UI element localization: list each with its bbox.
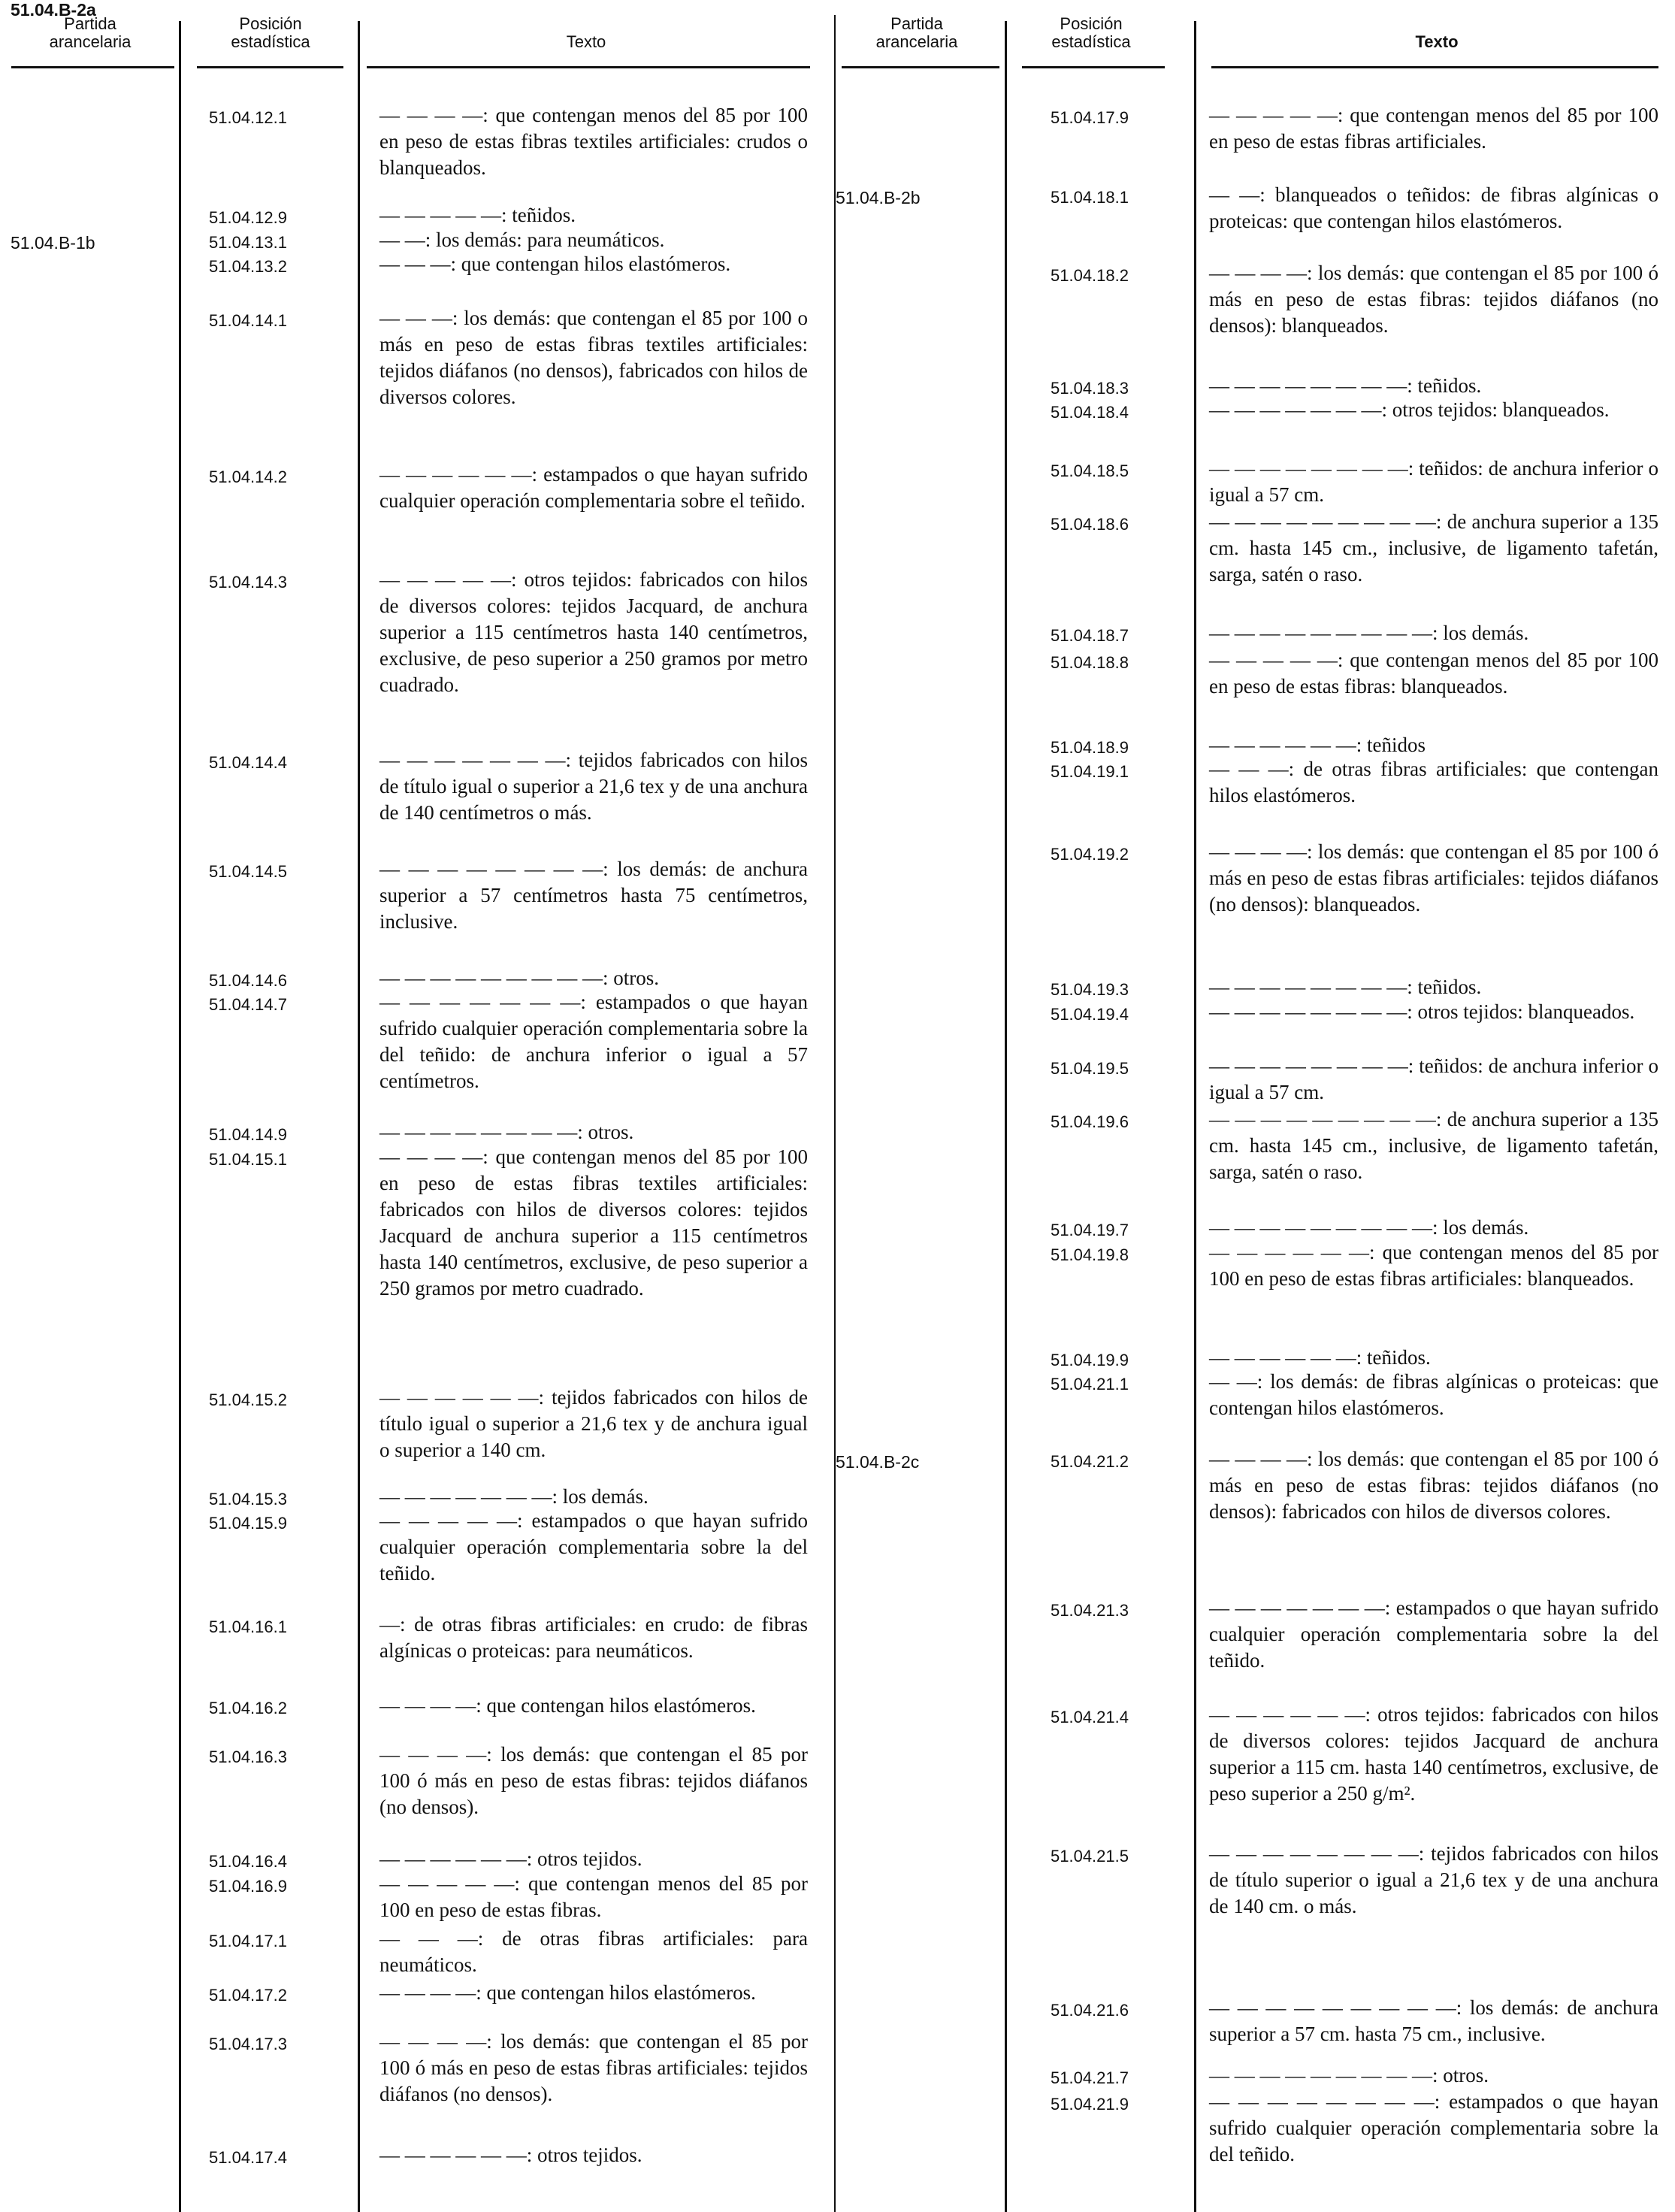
position-code: 51.04.21.7 (1051, 2068, 1129, 2087)
position-code: 51.04.21.3 (1051, 1601, 1129, 1620)
description-text: — — — — —: que contengan menos del 85 por 100 en peso de estas fibras: blanqueados. (1209, 649, 1658, 697)
partida-code: 51.04.B-1b (11, 233, 95, 253)
description-text: — — — —: los demás: que contengan el 85 por 100 ó más en peso de estas fibras: tejidos diáfanos (no densos): blanqueados. (1209, 262, 1658, 337)
position-code: 51.04.12.1 (209, 108, 287, 127)
description-text: — — —: de otras fibras artificiales: para neumáticos. (379, 1927, 808, 1976)
description-text: — — — — —: teñidos. (379, 204, 576, 226)
description-text: — — — — — — — — —: otros. (379, 967, 660, 989)
column-divider (1005, 21, 1007, 2212)
position-code: 51.04.14.5 (209, 862, 287, 881)
description-text: — — — — — — — — —: otros. (1209, 2064, 1489, 2086)
header-partida-line2: arancelaria (875, 32, 958, 51)
position-code: 51.04.15.2 (209, 1390, 287, 1409)
header-texto (361, 33, 812, 51)
description-text: — — — — — — —: tejidos fabricados con hilos de título igual o superior a 21,6 tex y de una anchura de 140 centímetros o más. (379, 749, 808, 824)
header-rule-texto (1211, 66, 1658, 68)
description-text: — — — — — — —: estampados o que hayan sufrido cualquier operación complementaria sobre la del teñido: de anchura inferior o igual a 57 centímetros. (379, 991, 808, 1092)
position-code: 51.04.18.8 (1051, 653, 1129, 672)
column-divider (1194, 21, 1196, 2212)
description-text: — — —: los demás: que contengan el 85 por 100 o más en peso de estas fibras textiles artificiales: tejidos diáfanos (no densos), fabricados con hilos de diversos colores. (379, 307, 808, 408)
position-code: 51.04.14.9 (209, 1125, 287, 1144)
header-partida (834, 15, 999, 51)
header-rule-partida (11, 66, 174, 68)
description-text: — — — — — — — —: teñidos. (1209, 976, 1482, 998)
position-code: 51.04.14.4 (209, 753, 287, 772)
description-text: — — — — — —: estampados o que hayan sufrido cualquier operación complementaria sobre el teñido. (379, 463, 808, 512)
description-text: — — — — — — — —: tejidos fabricados con hilos de título superior o igual a 21,6 tex y de una anchura de 140 cm. o más. (1209, 1842, 1658, 1917)
position-code: 51.04.18.5 (1051, 461, 1129, 480)
position-code: 51.04.16.1 (209, 1617, 287, 1636)
header-rule-posicion (197, 66, 343, 68)
position-code: 51.04.12.9 (209, 208, 287, 227)
position-code: 51.04.16.9 (209, 1877, 287, 1896)
header-partida-line1: Partida (890, 14, 943, 33)
header-partida-line2: arancelaria (49, 32, 132, 51)
header-posicion (188, 15, 353, 51)
description-text: — — — — — —: otros tejidos. (379, 2144, 642, 2166)
description-text: — — — — — — —: otros tejidos: blanqueados. (1209, 398, 1610, 421)
header-posicion-line2: estadística (1051, 32, 1131, 51)
position-code: 51.04.17.2 (209, 1986, 287, 2005)
position-code: 51.04.19.3 (1051, 980, 1129, 999)
position-code: 51.04.19.9 (1051, 1351, 1129, 1369)
description-text: — — — —: que contengan menos del 85 por 100 en peso de estas fibras textiles artificiales: crudos o blanqueados. (379, 104, 808, 179)
position-code: 51.04.19.1 (1051, 762, 1129, 781)
description-text: — — — —: que contengan hilos elastómeros. (379, 1981, 756, 2004)
description-text: — —: blanqueados o teñidos: de fibras algínicas o proteicas: que contengan hilos elastómeros. (1209, 183, 1658, 232)
position-code: 51.04.21.1 (1051, 1375, 1129, 1393)
description-text: — — — — — — —: estampados o que hayan sufrido cualquier operación complementaria sobre la del teñido. (1209, 1596, 1658, 1672)
description-text: — — — — — —: teñidos. (1209, 1346, 1431, 1369)
description-text: — — — — —: otros tejidos: fabricados con hilos de diversos colores: tejidos Jacquard, de anchura superior a 115 centímetros hasta 140 centímetros, exclusive, de peso superior a 250 gramos por metro cuadrado. (379, 568, 808, 696)
position-code: 51.04.13.1 (209, 233, 287, 252)
description-text: — —: los demás: de fibras algínicas o proteicas: que contengan hilos elastómeros. (1209, 1370, 1658, 1419)
description-text: — — — — — — — — —: de anchura superior a 135 cm. hasta 145 cm., inclusive, de ligamento tafetán, sarga, satén o raso. (1209, 1108, 1658, 1183)
description-text: — — — — — — — — —: de anchura superior a 135 cm. hasta 145 cm., inclusive, de ligamento tafetán, sarga, satén o raso. (1209, 510, 1658, 586)
position-code: 51.04.18.7 (1051, 626, 1129, 645)
position-code: 51.04.17.3 (209, 2035, 287, 2053)
description-text: — — — —: que contengan menos del 85 por 100 en peso de estas fibras textiles artificiales: fabricados con hilos de diversos colores: tejidos Jacquard de anchura superior a 115 centímetros hasta 140 centímetros, exclusive, de peso superior a 250 gramos por metro cuadrado. (379, 1145, 808, 1300)
position-code: 51.04.17.1 (209, 1932, 287, 1950)
position-code: 51.04.17.9 (1051, 108, 1129, 127)
description-text: — — — — — —: teñidos (1209, 734, 1426, 756)
header-posicion-line1: Posición (1060, 14, 1123, 33)
position-code: 51.04.21.9 (1051, 2095, 1129, 2114)
description-text: — — — — — —: tejidos fabricados con hilos de título igual o superior a 21,6 tex y de anchura igual o superior a 140 cm. (379, 1386, 808, 1461)
description-text: — — — — —: que contengan menos del 85 por 100 en peso de estas fibras artificiales. (1209, 104, 1658, 153)
position-code: 51.04.21.5 (1051, 1847, 1129, 1866)
position-code: 51.04.17.4 (209, 2148, 287, 2167)
description-text: — — — — —: que contengan menos del 85 por 100 en peso de estas fibras. (379, 1872, 808, 1921)
column-divider (179, 21, 181, 2212)
description-text: —: de otras fibras artificiales: en crudo: de fibras algínicas o proteicas: para neumáticos. (379, 1613, 808, 1662)
description-text: — — — — — — — —: otros tejidos: blanqueados. (1209, 1000, 1635, 1023)
description-text: — — — — — — — —: teñidos: de anchura inferior o igual a 57 cm. (1209, 457, 1658, 506)
position-code: 51.04.15.3 (209, 1490, 287, 1508)
position-code: 51.04.14.7 (209, 995, 287, 1014)
position-code: 51.04.21.6 (1051, 2001, 1129, 2020)
description-text: — — — — — —: otros tejidos: fabricados con hilos de diversos colores: tejidos Jacquard de anchura superior a 115 cm. hasta 140 centímetros, exclusive, de peso superior a 250 g/m². (1209, 1703, 1658, 1805)
description-text: — — — —: que contengan hilos elastómeros. (379, 1694, 756, 1717)
description-text: — — —: de otras fibras artificiales: que contengan hilos elastómeros. (1209, 758, 1658, 806)
partida-code: 51.04.B-2b (836, 188, 921, 207)
description-text: — — — — — — — —: teñidos: de anchura inferior o igual a 57 cm. (1209, 1055, 1658, 1103)
position-code: 51.04.21.4 (1051, 1708, 1129, 1726)
position-code: 51.04.21.2 (1051, 1452, 1129, 1471)
header-rule-partida (842, 66, 999, 68)
partida-code: 51.04.B-2a (11, 0, 96, 20)
description-text: — — — — — — — — —: los demás: de anchura superior a 57 cm. hasta 75 cm., inclusive. (1209, 1996, 1658, 2045)
position-code: 51.04.19.4 (1051, 1005, 1129, 1024)
description-text: — — — — — — —: los demás. (379, 1485, 649, 1508)
header-partida (8, 15, 173, 51)
description-text: — — — — — — — — —: los demás. (1209, 622, 1529, 644)
header-texto-label: Texto (566, 32, 606, 51)
position-code: 51.04.19.6 (1051, 1112, 1129, 1131)
position-code: 51.04.16.4 (209, 1852, 287, 1871)
description-text: — — — —: los demás: que contengan el 85 por 100 ó más en peso de estas fibras: tejidos diáfanos (no densos). (379, 1743, 808, 1818)
column-divider (358, 21, 360, 2212)
description-text: — — — — — — — — —: los demás. (1209, 1216, 1529, 1239)
position-code: 51.04.13.2 (209, 257, 287, 276)
header-posicion (1016, 15, 1166, 51)
position-code: 51.04.15.9 (209, 1514, 287, 1533)
description-text: — — — — — — — —: otros. (379, 1121, 634, 1143)
position-code: 51.04.18.1 (1051, 188, 1129, 207)
right-column (836, 0, 1675, 2212)
header-partida-line1: Partida (64, 14, 116, 33)
left-column (0, 0, 834, 2212)
position-code: 51.04.18.4 (1051, 403, 1129, 422)
description-text: — — — — —: estampados o que hayan sufrido cualquier operación complementaria sobre la del teñido. (379, 1509, 808, 1584)
position-code: 51.04.15.1 (209, 1150, 287, 1169)
header-posicion-line1: Posición (239, 14, 302, 33)
header-texto-label: Texto (1415, 32, 1459, 51)
header-texto (1211, 33, 1662, 51)
header-rule-posicion (1022, 66, 1165, 68)
position-code: 51.04.19.8 (1051, 1245, 1129, 1264)
position-code: 51.04.19.5 (1051, 1059, 1129, 1078)
description-text: — — —: que contengan hilos elastómeros. (379, 253, 731, 275)
position-code: 51.04.19.2 (1051, 845, 1129, 864)
partida-code: 51.04.B-2c (836, 1452, 920, 1472)
header-rule-texto (367, 66, 810, 68)
position-code: 51.04.19.7 (1051, 1221, 1129, 1239)
position-code: 51.04.18.3 (1051, 379, 1129, 398)
description-text: — — — — — — — —: estampados o que hayan sufrido cualquier operación complementaria sobre la del teñido. (1209, 2090, 1658, 2165)
position-code: 51.04.14.2 (209, 468, 287, 486)
description-text: — — — — — —: que contengan menos del 85 por 100 en peso de estas fibras artificiales: blanqueados. (1209, 1241, 1658, 1290)
description-text: — — — —: los demás: que contengan el 85 por 100 ó más en peso de estas fibras artificiales: tejidos diáfanos (no densos): blanqueados. (1209, 840, 1658, 915)
position-code: 51.04.18.6 (1051, 515, 1129, 534)
position-code: 51.04.14.6 (209, 971, 287, 990)
description-text: — —: los demás: para neumáticos. (379, 228, 665, 251)
position-code: 51.04.16.2 (209, 1699, 287, 1717)
position-code: 51.04.18.2 (1051, 266, 1129, 285)
header-posicion-line2: estadística (231, 32, 310, 51)
position-code: 51.04.14.1 (209, 311, 287, 330)
description-text: — — — — — —: otros tejidos. (379, 1847, 642, 1870)
description-text: — — — —: los demás: que contengan el 85 por 100 ó más en peso de estas fibras artificiales: tejidos diáfanos (no densos). (379, 2030, 808, 2105)
position-code: 51.04.16.3 (209, 1748, 287, 1766)
description-text: — — — — — — — —: los demás: de anchura superior a 57 centímetros hasta 75 centímetros, inclusive. (379, 858, 808, 933)
position-code: 51.04.14.3 (209, 573, 287, 592)
position-code: 51.04.18.9 (1051, 738, 1129, 757)
description-text: — — — — — — — —: teñidos. (1209, 374, 1482, 397)
description-text: — — — —: los demás: que contengan el 85 por 100 ó más en peso de estas fibras: tejidos diáfanos (no densos): fabricados con hilos de diversos colores. (1209, 1448, 1658, 1523)
